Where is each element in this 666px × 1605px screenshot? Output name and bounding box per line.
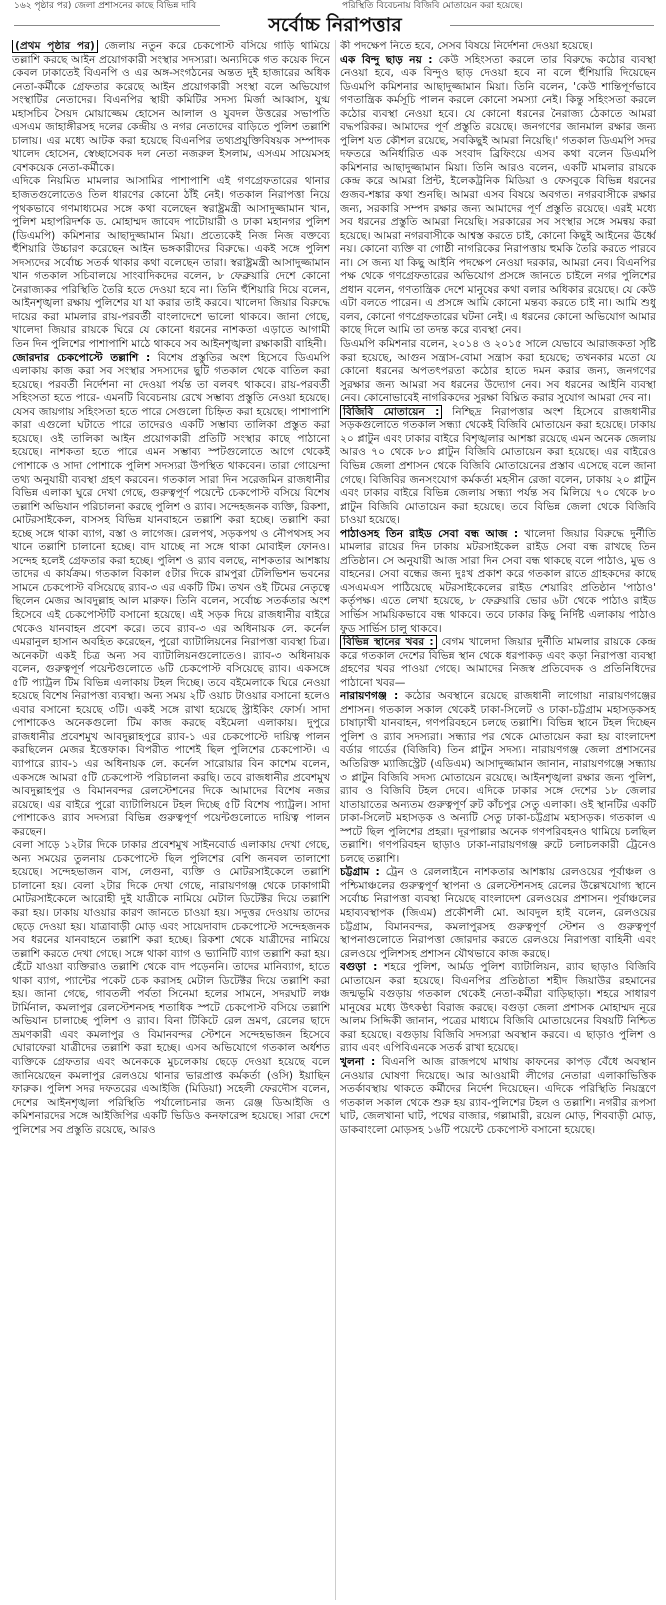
article-column-right bbox=[340, 40, 656, 1605]
paragraph-text: ডিএমপি কমিশনার বলেন, ২০১৪ ও ২০১৫ সালে যেভাবে আরাজকতা সৃষ্টি করা হয়েছে, আগুন সন্ত্রাস-বোমা সন্ত্রাস করা হয়েছে; তখনকার মতো যে কোনো ধরনের অপতৎপরতা কঠোর হাতে দমন করার জন্য, জনগণের সুরক্ষার জন্য আমরা সব ধরনের উদ্যোগ নেব। সব ধরনের আইনি ব্যবস্থা নেব। কোনোভাবেই নাগরিকদের সুরক্ষা বিঘ্নিত করার সুযোগ আমরা দেব না। bbox=[340, 338, 656, 405]
paragraph-subhead: চট্টগ্রাম : bbox=[340, 866, 380, 879]
paragraph-text: জেলায় নতুন করে চেকপোস্ট বসিয়ে গাড়ি থামিয়ে তল্লাশি করছে আইন প্রয়োগকারী সংস্থার সদস্যরা। অন্যদিকে গত কয়েক দিনে কেবল ঢাকাতেই বিএনপি ও এর অঙ্গ-সংগঠনের অন্তত দুই হাজারের অধিক নেতা-কর্মীকে গ্রেফতার করেছে আইন প্রয়োগকারী সংস্থা বলে অভিযোগ সংস্থাটির নেতাদের। বিএনপির স্থায়ী কমিটির সদস্য মির্জা আব্বাস, যুগ্ম মহাসচিব সৈয়দ মোয়াজ্জেম হোসেন আলাল ও যুবদল উত্তরের সভাপতি এসএম জাহাঙ্গীরসহ দলের কেন্দ্রীয় ও নগর নেতাদের বাড়িতে পুলিশ তল্লাশি চালায়। এর মধ্যে আটক করা হয়েছে বিএনপির তথ্যপ্রযুক্তিবিষয়ক সম্পাদক খালেদ হোসেন, স্বেচ্ছাসেবক দল নেতা নজরুল ইসলাম, এসএম সায়েমসহ বেশকয়েক নেতা-কর্মীকে। bbox=[12, 40, 330, 174]
headline-rule-right bbox=[450, 25, 654, 26]
article-paragraph bbox=[340, 1056, 656, 1137]
headline-rule-left bbox=[14, 25, 220, 26]
article-column-left bbox=[12, 40, 330, 1605]
top-strip-right: পরিস্থিতি বিবেচনায় বিজিবি মোতায়েন করা হয়েছে। bbox=[342, 1, 523, 11]
article-paragraph bbox=[340, 54, 656, 338]
article-paragraph bbox=[340, 636, 656, 690]
paragraph-text: শহরে পুলিশ, আর্মড পুলিশ ব্যাটালিয়ন, র‌্যাব ছাড়াও বিজিবি মোতায়েন করা হয়েছে। বিএনপির প্রতিষ্ঠাতা শহীদ জিয়াউর রহমানের জন্মভূমি বগুড়ায় গতকাল থেকেই নেতা-কর্মীরা বাড়িছাড়া। শহরে সাধারণ মানুষের মধ্যে উৎকণ্ঠা বিরাজ করছে। বগুড়া জেলা প্রশাসক মোহাম্মদ নূরে আলম সিদ্দিকী জানান, পত্রের মাধ্যমে বিজিবি মোতায়েনের বিষয়টি নিশ্চিত করা হয়েছে। বগুড়ায় বিজিবি সদস্যরা অবস্থান করবে। এ ছাড়াও পুলিশ ও র‌্যাব এবং এপিবিএনকে সতর্ক রাখা হয়েছে। bbox=[340, 961, 656, 1055]
paragraph-subhead: বিজিবি মোতায়েন : bbox=[340, 405, 442, 419]
paragraph-text: বিএনপি আজ রাজপথে মাথায় কাফনের কাপড় বেঁধে অবস্থান নেওয়ার ঘোষণা দিয়েছে। আর আওয়ামী লীগের নেতারা এলাকাভিত্তিক সতর্কাবস্থায় থাকতে কর্মীদের নির্দেশ দিয়েছেন। এদিকে পরিস্থিতি নিয়ন্ত্রণে গতকাল সকাল থেকে শুরু হয় র‌্যাব-পুলিশের টহল ও তল্লাশি। নগরীর রূপসা ঘাট, জেলখানা ঘাট, পথের বাজার, গল্লামারী, রয়েল মোড়, শিববাড়ী মোড়, ডাকবাংলো মোড়সহ ১৬টি পয়েন্টে চেকপোস্ট বসানো হয়েছে। bbox=[340, 1056, 656, 1136]
paragraph-subhead: জোরদার চেকপোস্টে তল্লাশি : bbox=[12, 351, 151, 364]
paragraph-text: কী পদক্ষেপ নিতে হবে, সেসব বিষয়ে নির্দেশনা দেওয়া হয়েছে। bbox=[340, 40, 593, 52]
article-paragraph bbox=[340, 528, 656, 636]
paragraph-text: বেলা সাড়ে ১২টার দিকে ঢাকার প্রবেশমুখ সাইনবোর্ড এলাকায় দেখা গেছে, অন্য সময়ের তুলনায় চেকপোস্টে ছিল পুলিশের বেশি জনবল তালাশো হয়েছে। সন্দেহভাজন বাস, লেগুনা, ব্যক্তি ও মোটরসাইকেলে তল্লাশি চালানো হয়। বেলা ২টার দিকে দেখা গেছে, নারায়ণগঞ্জ থেকে ঢাকাগামী মোটরসাইকেলে আরোহী দুই যাত্রীকে নামিয়ে মেটাল ডিটেক্টর দিয়ে তল্লাশি করা হয়। ঢাকায় যাওয়ার কারণ জানতে চাওয়া হয়। সদুত্তর দেওয়ায় তাদের ছেড়ে দেওয়া হয়। যাত্রাবাড়ী মোড় এবং সায়েদাবাদ চেকপোস্টে সন্দেহজনক সব ধরনের যানবাহনে তল্লাশি করা হচ্ছে। রিকশা থেকে যাত্রীদের নামিয়ে তল্লাশি করতে দেখা গেছে। সঙ্গে থাকা ব্যাগ ও ভ্যানিটি ব্যাগ তল্লাশি করা হয়। হেঁটে যাওয়া ব্যক্তিরাও তল্লাশি থেকে বাদ পড়েননি। তাদের মানিব্যাগ, হাতে থাকা ব্যাগ, প্যান্টের পকেট চেক করাসহ মেটাল ডিটেক্টর দিয়ে তল্লাশি করা হয়। জানা গেছে, গাবতলী পর্বতা সিনেমা হলের সামনে, সদরঘাট লঞ্চ টার্মিনাল, কমলাপুর রেলস্টেশনসহ শতাধিক স্পটে চেকপোস্ট বসিয়ে তল্লাশি অভিযান চালাচ্ছে পুলিশ ও র‌্যাব। বিনা টিকিটে রেল ভ্রমণ, রেলের ছাদে ভ্রমণকারী এবং কমলাপুর ও বিমানবন্দর স্টেশনে সন্দেহভাজন হিসেবে ঘোরাফেরা যাত্রীদের তল্লাশি করা হচ্ছে। এসব অভিযোগে গতকাল অর্ধশত ব্যক্তিকে গ্রেফতার এবং অনেককে মুচলেকায় ছেড়ে দেওয়া হয়েছে বলে জানিয়েছেন কমলাপুর রেলওয়ে থানার ভারপ্রাপ্ত কর্মকর্তা (ওসি) ইয়াছিন ফারুক। পুলিশ সদর দফতরের এআইজি (মিডিয়া) সহেলী ফেরদৌস বলেন, দেশের আইনশৃঙ্খলা পরিস্থিতি পর্যালোচনার জন্য রেঞ্জ ডিআইজি ও কমিশনারদের সঙ্গে আইজিপির একটি ভিডিও কনফারেন্স হয়েছে। সারা দেশে পুলিশের সব প্রস্তুতি রয়েছে, আরও bbox=[12, 839, 330, 1136]
article-paragraph bbox=[340, 961, 656, 1056]
paragraph-subhead: বগুড়া : bbox=[340, 961, 378, 974]
headline-bar bbox=[0, 12, 666, 38]
article-paragraph bbox=[340, 40, 656, 54]
article-paragraph bbox=[340, 338, 656, 406]
top-strip-left: ১৬২ পৃষ্ঠার পর) জেলা প্রশাসনের কাছে বিভিন্ন দাবি bbox=[14, 1, 197, 11]
article-paragraph bbox=[340, 406, 656, 528]
article-paragraph bbox=[340, 690, 656, 866]
headline: সর্বোচ্চ নিরাপত্তার bbox=[268, 14, 402, 36]
article-paragraph bbox=[340, 866, 656, 961]
paragraph-text: নিশ্ছিদ্র নিরাপত্তার অংশ হিসেবে রাজধানীর সড়কগুলোতে গতকাল সন্ধ্যা থেকেই বিজিবি মোতায়েন করা হয়েছে। ঢাকায় ২০ প্লাটুন এবং ঢাকার বাইরে বিশৃঙ্খলার আশঙ্কা রয়েছে এমন অনেক জেলায় আরও ৭০ থেকে ৮০ প্লাটুন বিজিবি মোতায়েন করা হয়েছে। এর বাইরেও বিভিন্ন জেলা প্রশাসন থেকে বিজিবি মোতায়েনের প্রস্তাব এসেছে বলে জানা গেছে। বিজিবির জনসংযোগ কর্মকর্তা মহসীন রেজা বলেন, ঢাকায় ২০ প্লাটুন এবং ঢাকার বাইরে বিভিন্ন জেলায় সন্ধ্যা পর্যন্ত সব মিলিয়ে ৭০ থেকে ৮০ প্লাটুন বিজিবি মোতায়েন করা হয়েছে। তবে বিভিন্ন জেলা থেকে বিজিবি চাওয়া হয়েছে। bbox=[340, 405, 656, 527]
column-divider bbox=[335, 40, 336, 1600]
paragraph-subhead: খুলনা : bbox=[340, 1056, 376, 1069]
paragraph-text: ট্রেন ও রেললাইনে নাশকতার আশঙ্কায় রেলওয়ের পূর্বাঞ্চল ও পশ্চিমাঞ্চলের গুরুত্বপূর্ণ স্থাপনা ও রেলস্টেশনসহ রেলের উল্লেখযোগ্য স্থানে সর্বোচ্চ নিরাপত্তা ব্যবস্থা নিয়েছে বাংলাদেশ রেলওয়ের প্রশাসন। পূর্বাঞ্চলের মহাব্যবস্থাপক (জিএম) প্রকৌশলী মো. আবদুল হাই বলেন, রেলওয়ের চট্টগ্রাম, বিমানবন্দর, কমলাপুরসহ গুরুত্বপূর্ণ স্টেশন ও গুরুত্বপূর্ণ স্থাপনাগুলোতে নিরাপত্তা জোরদার করতে রেলওয়ে নিরাপত্তা বাহিনী এবং রেলওয়ে পুলিশসহ প্রশাসন যৌথভাবে কাজ করছে। bbox=[340, 866, 656, 960]
paragraph-text: কেউ সহিংসতা করলে তার বিরুদ্ধে কঠোর ব্যবস্থা নেওয়া হবে, এক বিন্দুও ছাড় দেওয়া হবে না বলে হুঁশিয়ারি দিয়েছেন ডিএমপি কমিশনার আছাদুজ্জামান মিয়া। তিনি বলেন, 'কেউ শান্তিপূর্ণভাবে গণতান্ত্রিক কর্মসূচি পালন করলে কোনো সমস্যা নেই। কিন্তু সহিংসতা করলে কঠোর ব্যবস্থা নেওয়া হবে। যে কোনো ধরনের নৈরাজ্য ঠেকাতে আমরা বদ্ধপরিকর। আমাদের পূর্ণ প্রস্তুতি রয়েছে। জনগণের জানমাল রক্ষার জন্য পুলিশ যত কৌশল রয়েছে, সবকিছুই আমরা নিয়েছি।' গতকাল ডিএমপি সদর দফতরে অনির্ধারিত এক সংবাদ ব্রিফিংয়ে এসব কথা বলেন ডিএমপি কমিশনার আছাদুজ্জামান মিয়া। তিনি আরও বলেন, একটি মামলার রায়কে কেন্দ্র করে আমরা প্রিন্ট, ইলেকট্রনিক মিডিয়া ও ফেসবুকে বিভিন্ন ধরনের গুজব-শঙ্কার কথা শুনছি। আমরা এসব বিষয়ে অবগত। নগরবাসীকে রক্ষার জন্য, সরকারি সম্পদ রক্ষার জন্য আমাদের পূর্ণ প্রস্তুতি রয়েছে। এরই মধ্যে সব ধরনের প্রস্তুতি আমরা নিয়েছি। সরকারের সব সংস্থার সঙ্গে সমন্বয় করা হয়েছে। আমরা নগরবাসীকে আশ্বস্ত করতে চাই, কোনো কিছুই আইনের ঊর্ধ্বে নয়। কোনো ব্যক্তি বা গোষ্ঠী নাগরিকের নিরাপত্তায় হুমকি তৈরি করতে পারবে না। সে জন্য যা কিছু আইনি পদক্ষেপ নেওয়া দরকার, আমরা নেব। বিএনপির পক্ষ থেকে গণগ্রেফতারের অভিযোগ প্রসঙ্গে জানতে চাইলে নগর পুলিশের প্রধান বলেন, গণতান্ত্রিক দেশে মানুষের কথা বলার অধিকার রয়েছে। যে কেউ এটা বলতে পারেন। এ প্রসঙ্গে আমি কোনো মন্তব্য করতে চাই না। আমি শুধু বলব, কোনো গণগ্রেফতারের ঘটনা নেই। এ ধরনের কোনো অভিযোগ আমার কাছে দিলে আমি তা তদন্ত করে ব্যবস্থা নেব। bbox=[340, 53, 656, 337]
paragraph-text: বেগম খালেদা জিয়ার দুর্নীতি মামলার রায়কে কেন্দ্র করে গতকাল দেশের বিভিন্ন স্থান থেকে ধরপাকড় এবং কড়া নিরাপত্তা ব্যবস্থা গ্রহণের খবর পাওয়া গেছে। আমাদের নিজস্ব প্রতিবেদক ও প্রতিনিধিদের পাঠানো খবর— bbox=[340, 636, 656, 689]
paragraph-text: কঠোর অবস্থানে রয়েছে রাজধানী লাগোয়া নারায়ণগঞ্জের প্রশাসন। গতকাল সকাল থেকেই ঢাকা-সিলেট ও ঢাকা-চট্টগ্রাম মহাসড়কসহ চাষাঢ়াখী যানবাহন, গণপরিবহনে চলছে তল্লাশি। বিভিন্ন স্থানে টহল দিচ্ছেন পুলিশ ও র‌্যাব সদস্যরা। সন্ধ্যার পর থেকে মোতায়েন করা হয় বাংলাদেশ বর্ডার গার্ডের (বিজিবি) তিন প্লাটুন সদস্য। নারায়ণগঞ্জ জেলা প্রশাসনের অতিরিক্ত ম্যাজিস্ট্রেট (এডিএম) আসাদুজ্জামান জানান, নারায়ণগঞ্জে সন্ধ্যায় ৩ প্লাটুন বিজিবি সদস্য মোতায়েন রয়েছে। আইনশৃঙ্খলা রক্ষার জন্য পুলিশ, র‌্যাব ও বিজিবি টহল দেবে। এদিকে ঢাকার সঙ্গে দেশের ১৮ জেলার যাতায়াতের অন্যতম গুরুত্বপূর্ণ রুট কাঁচপুর সেতু এলাকা। ওই স্থানটির একটি ঢাকা-সিলেট মহাসড়ক ও অন্যটি সেতু ঢাকা-চট্টগ্রাম মহাসড়ক। গতকাল এ স্পটে ছিল পুলিশের প্রহরা। দূরপাল্লার অনেক গণপরিবহনও থামিয়ে চলছিল তল্লাশি। গণপরিবহন ছাড়াও ঢাকা-নারায়ণগঞ্জ রুটে চলাচলকারী ট্রেনেও চলছে তল্লাশি। bbox=[340, 690, 656, 865]
article-paragraph bbox=[12, 175, 330, 351]
paragraph-text: বিশেষ প্রস্তুতির অংশ হিসেবে ডিএমপি এলাকায় কাজ করা সব সংস্থার সদস্যদের ছুটি গতকাল থেকে বাতিল করা হয়েছে। পরবর্তী নির্দেশনা না দেওয়া পর্যন্ত তা বলবৎ থাকবে। রায়-পরবর্তী সহিংসতা হতে পারে- এমনটি বিবেচনায় রেখে সম্ভাব্য প্রস্তুতি নেওয়া হয়েছে। যেসব জায়গায় সহিংসতা হতে পারে সেগুলো চিহ্নিত করা হয়েছে। পাশাপাশি কারা এগুলো ঘটাতে পারে তাদেরও একটি সম্ভাব্য তালিকা প্রস্তুত করা হয়েছে। ওই তালিকা আইন প্রয়োগকারী প্রতিটি সংস্থার কাছে পাঠানো হয়েছে। নাশকতা হতে পারে এমন সম্ভাব্য স্পটগুলোতে আগে থেকেই পোশাকে ও সাদা পোশাকে পুলিশ সদস্যরা উপস্থিত থাকবেন। তারা গোয়েন্দা তথ্য অনুযায়ী ব্যবস্থা গ্রহণ করবেন। গতকাল সারা দিন সরেজমিন রাজধানীর বিভিন্ন এলাকা ঘুরে দেখা গেছে, গুরুত্বপূর্ণ পয়েন্টে চেকপোস্ট বসিয়ে বিশেষ তল্লাশি অভিযান পরিচালনা করছে পুলিশ ও র‌্যাব। সন্দেহজনক ব্যক্তি, রিকশা, মোটরসাইকেল, বাসসহ বিভিন্ন যানবাহনে তল্লাশি করা হচ্ছে। তল্লাশি করা হচ্ছে সঙ্গে থাকা ব্যাগ, বস্তা ও লাগেজ। রেলপথ, সড়কপথ ও নৌপথসহ সব খানে তল্লাশি চালানো হচ্ছে। বাদ যাচ্ছে না সঙ্গে থাকা মোবাইল ফোনও। সন্দেহ হলেই গ্রেফতার করা হচ্ছে। পুলিশ ও র‌্যাব বলছে, নাশকতার আশঙ্কায় তাদের এ কার্যক্রম। গতকাল বিকাল ৫টার দিকে রামপুরা টেলিভিশন ভবনের সামনে চেকপোস্ট বসিয়েছে র‌্যাব-৩ এর একটি টিম। তখন ওই টিমের নেতৃত্বে ছিলেন মেজর আবদুল্লাহ আল মারুফ। তিনি বলেন, সর্বোচ্চ সতর্কতার অংশ হিসেবে এই চেকপোস্টটি বসানো হয়েছে। এই সড়ক দিয়ে রাজধানীর বাইরে থেকেও যানবাহন প্রবেশ করে। তবে র‌্যাব-৩ এর অধিনায়ক লে. কর্নেল এমরানুল হাসান অবহিত করেছেন, পুরো ব্যাটালিয়নের নিরাপত্তা ব্যবস্থা চিত্র। অনেকটা একই চিত্র অন্য সব ব্যাটালিয়নগুলোতেও। র‌্যাব-৩ অধিনায়ক বলেন, গুরুত্বপূর্ণ পয়েন্টগুলোতে ৬টি চেকপোস্ট বসিয়েছে র‌্যাব। একসঙ্গে ৫টি প্যাট্রল টিম বিভিন্ন এলাকায় টহল দিচ্ছে। তবে বইমেলাকে ঘিরে নেওয়া হয়েছে বিশেষ নিরাপত্তা ব্যবস্থা। অন্য সময় ২টি ওয়াচ টাওয়ার বসানো হলেও এবার বসানো হয়েছে ৩টি। একই সঙ্গে রাখা হয়েছে স্ট্রাইকিং ফোর্স। সাদা পোশাকেও অনেকগুলো টিম কাজ করছে বইমেলা এলাকায়। দুপুরে রাজধানীর প্রবেশমুখ আবদুল্লাহপুরে র‌্যাব-১ এর চেকপোস্টে দায়িত্ব পালন করছিলেন মেজর ইত্তেফাক। বিপরীত পাশেই ছিল পুলিশের চেকপোস্ট। এ ব্যাপারে র‌্যাব-১ এর অধিনায়ক লে. কর্নেল সারোয়ার বিন কাশেম বলেন, একসঙ্গে আমরা ৫টি চেকপোস্ট পরিচালনা করছি। তবে রাজধানীর প্রবেশমুখ আবদুল্লাহপুর ও বিমানবন্দর রেলস্টেশনের দিকে আমাদের বিশেষ নজর রয়েছে। এর বাইরে পুরো ব্যাটালিয়নে টহল দিচ্ছে ৫টি বিশেষ প্যাট্রল। সাদা পোশাকেও র‌্যাব সদস্যরা বিভিন্ন গুরুত্বপূর্ণ পয়েন্টগুলোতে দায়িত্ব পালন করছেন। bbox=[12, 351, 330, 838]
article-paragraph bbox=[12, 839, 330, 1137]
continuation-label: (প্রথম পৃষ্ঠার পর) bbox=[12, 40, 98, 53]
paragraph-subhead: বিভিন্ন স্থানের খবর : bbox=[340, 635, 437, 649]
paragraph-subhead: পাঠাওসহ তিন রাইড সেবা বন্ধ আজ : bbox=[340, 527, 519, 540]
paragraph-subhead: এক বিন্দু ছাড় নয় : bbox=[340, 53, 433, 66]
paragraph-subhead: নারায়ণগঞ্জ : bbox=[340, 690, 399, 703]
paragraph-text: খালেদা জিয়ার বিরুদ্ধে দুর্নীতি মামলার রায়ের দিন ঢাকায় মটরসাইকেল রাইড সেবা বন্ধ রাখছে তিন প্রতিষ্ঠান। সে অনুযায়ী আজ সারা দিন সেবা বন্ধ থাকছে বলে পাঠাও, মুভ ও বাহনের। সেবা বন্ধের জন্য দুঃখ প্রকাশ করে গতকাল রাতে গ্রাহকদের কাছে এসএমএস পাঠিয়েছে মটরসাইকেলের রাইড শেয়ারিং প্রতিষ্ঠান 'পাঠাও' কর্তৃপক্ষ। এতে লেখা হয়েছে, ৮ ফেব্রুয়ারি ভোর ৬টা থেকে পাঠাও রাইড সার্ভিস সাময়িকভাবে বন্ধ থাকবে। তবে ঢাকার কিছু নির্দিষ্ট এলাকায় পাঠাও ফুড সার্ভিস চালু থাকবে। bbox=[340, 527, 656, 635]
paragraph-text: এদিকে নিয়মিত মামলার আসামির পাশাপাশি এই গণগ্রেফতারের থানার হাজতগুলোতেও তিল ধারণের কোনো ঠাঁই নেই। গতকাল নিরাপত্তা নিয়ে পৃথকভাবে গণমাধ্যমের সঙ্গে কথা বলেছেন স্বরাষ্ট্রমন্ত্রী আসাদুজ্জামান খান, পুলিশ মহাপরিদর্শক ড. মোহাম্মদ জাবেদ পাটোয়ারী ও ঢাকা মহানগর পুলিশ (ডিএমপি) কমিশনার আছাদুজ্জামান মিয়া। প্রত্যেকেই নিজ নিজ বক্তব্যে হুঁশিয়ারি উচ্চারণ করেছেন আইন ভঙ্গকারীদের বিরুদ্ধে। একই সঙ্গে পুলিশ সদস্যদের সর্বোচ্চ সতর্ক থাকার কথা বলেছেন তারা। স্বরাষ্ট্রমন্ত্রী আসাদুজ্জামান খান গতকাল সচিবালয়ে সাংবাদিকদের বলেন, ৮ ফেব্রুয়ারি দেশে কোনো নৈরাজ্যকর পরিস্থিতি তৈরি হতে দেওয়া হবে না। তিনি হুঁশিয়ারি দিয়ে বলেন, আইনশৃঙ্খলা রক্ষায় পুলিশের যা যা করার তাই করবে। খালেদা জিয়ার বিরুদ্ধে দায়ের করা মামলার রায়-পরবর্তী বাংলাদেশে ভালো থাকবে। জানা গেছে, খালেদা জিয়ার রায়কে ঘিরে যে কোনো ধরনের নাশকতা এড়াতে আগামী তিন দিন পুলিশের পাশাপাশি মাঠে থাকবে সব আইনশৃঙ্খলা রক্ষাকারী বাহিনী। bbox=[12, 175, 330, 351]
article-paragraph bbox=[12, 352, 330, 840]
article-paragraph bbox=[12, 40, 330, 175]
